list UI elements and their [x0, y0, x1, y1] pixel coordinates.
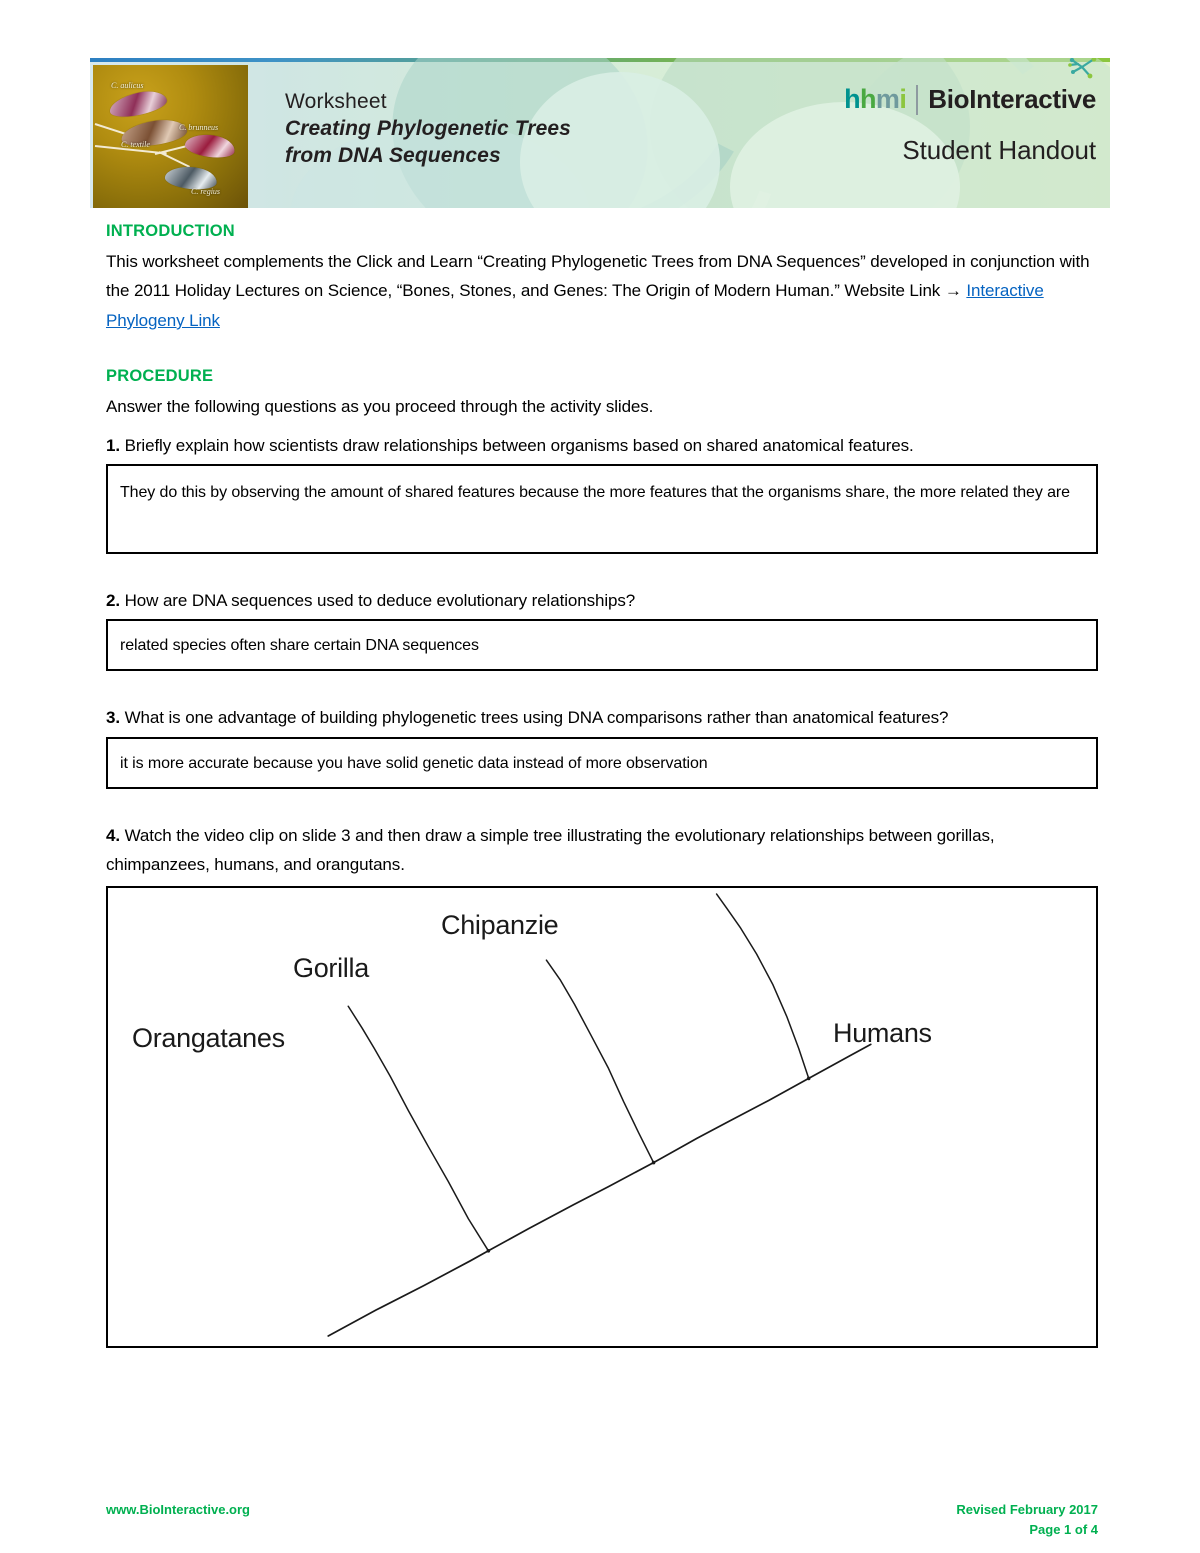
photo-pointer-line [159, 151, 190, 168]
question-3-text: What is one advantage of building phylogenetic trees using DNA comparisons rather than anatomical features? [119, 708, 949, 728]
student-handout-label: Student Handout [902, 135, 1096, 165]
snail-species-label: C. regius [191, 187, 221, 196]
logo-divider [916, 85, 918, 115]
question-2-answer-text: related species often share certain DNA sequences [120, 637, 479, 655]
page-footer [106, 1500, 1098, 1539]
tree-node-orangutan-split [487, 1249, 491, 1253]
cone-snail-photo [93, 65, 248, 208]
question-4-drawing-box[interactable] [106, 886, 1098, 1348]
introduction-paragraph [106, 247, 1098, 335]
interactive-phylogeny-link[interactable]: Interactive Phylogeny Link [106, 281, 1044, 330]
document-header-banner [90, 58, 1110, 208]
cone-shell [107, 87, 168, 121]
header-title-line-2: from DNA Sequences [285, 143, 501, 167]
hhmi-letter-h2: h [860, 84, 876, 114]
tree-label-orangutans: Orangatanes [132, 1022, 285, 1053]
hhmi-letter-h1: h [844, 84, 861, 114]
header-title-block [285, 90, 571, 170]
header-title-line-1: Creating Phylogenetic Trees [285, 117, 571, 140]
footer-meta [956, 1500, 1098, 1539]
question-4-text: Watch the video clip on slide 3 and then draw a simple tree illustrating the evolutionary relationships between gorillas, chimpanzees, humans, and orangutans. [106, 825, 995, 875]
hhmi-letter-i: i [899, 84, 907, 114]
question-3-answer-box[interactable] [106, 737, 1098, 789]
tree-branch-orangutans [348, 1006, 488, 1251]
introduction-heading: INTRODUCTION [106, 222, 235, 240]
cone-shell [184, 132, 237, 161]
procedure-heading: PROCEDURE [106, 367, 214, 386]
snail-species-label: C. textile [121, 140, 150, 149]
question-1-answer-text: They do this by observing the amount of shared features because the more features that the organisms share, the more related they are [120, 484, 1070, 502]
tree-node-gorilla-split [652, 1160, 656, 1164]
question-3-answer-text: it is more accurate because you have solid genetic data instead of more observation [120, 754, 708, 772]
question-1-text: Briefly explain how scientists draw relationships between organisms based on shared anatomical features. [119, 435, 914, 455]
footer-page-number: Page 1 of 4 [1029, 1521, 1098, 1537]
footer-revised-date: Revised February 2017 [956, 1502, 1098, 1517]
question-4-prompt [106, 821, 1098, 880]
footer-website[interactable]: www.BioInteractive.org [106, 1502, 250, 1517]
procedure-instruction: Answer the following questions as you proceed through the activity slides. [106, 397, 654, 417]
tree-trunk-to-humans [328, 1044, 871, 1336]
tree-label-chimpanzee: Chipanzie [441, 909, 559, 940]
tree-label-humans: Humans [833, 1017, 932, 1048]
tree-branch-gorilla [546, 960, 653, 1162]
worksheet-content [106, 222, 1098, 1348]
question-3-number: 3. [106, 708, 120, 728]
question-2-number: 2. [106, 591, 120, 611]
question-4-number: 4. [106, 825, 120, 845]
hand-drawn-phylogenetic-tree [108, 888, 1096, 1346]
snail-species-label: C. brunneus [179, 123, 219, 132]
biointeractive-leaf-icon [1068, 58, 1098, 80]
hhmi-biointeractive-logo [844, 84, 1096, 166]
tree-branch-chimpanzee [717, 894, 809, 1078]
question-1-prompt [106, 431, 1098, 460]
tree-node-chimp-human-split [807, 1076, 811, 1080]
tree-label-gorilla: Gorilla [293, 952, 369, 983]
hhmi-wordmark [844, 84, 906, 115]
question-1-number: 1. [106, 435, 120, 455]
header-kicker: Worksheet [285, 90, 387, 113]
hhmi-letter-m: m [875, 84, 900, 114]
question-2-text: How are DNA sequences used to deduce evolutionary relationships? [119, 591, 636, 611]
question-2-prompt [106, 586, 1098, 615]
question-1-answer-box[interactable] [106, 464, 1098, 554]
snail-species-label: C. aulicus [111, 81, 144, 90]
question-2-answer-box[interactable] [106, 619, 1098, 671]
question-3-prompt [106, 703, 1098, 732]
introduction-text: This worksheet complements the Click and Learn “Creating Phylogenetic Trees from DNA Sequences” developed in conjunction with the 2011 Holiday Lectures on Science, “Bones, Stones, and Genes: The Origin of Modern Human.” Website Link → [106, 252, 1090, 301]
biointeractive-wordmark: BioInteractive [928, 84, 1096, 114]
